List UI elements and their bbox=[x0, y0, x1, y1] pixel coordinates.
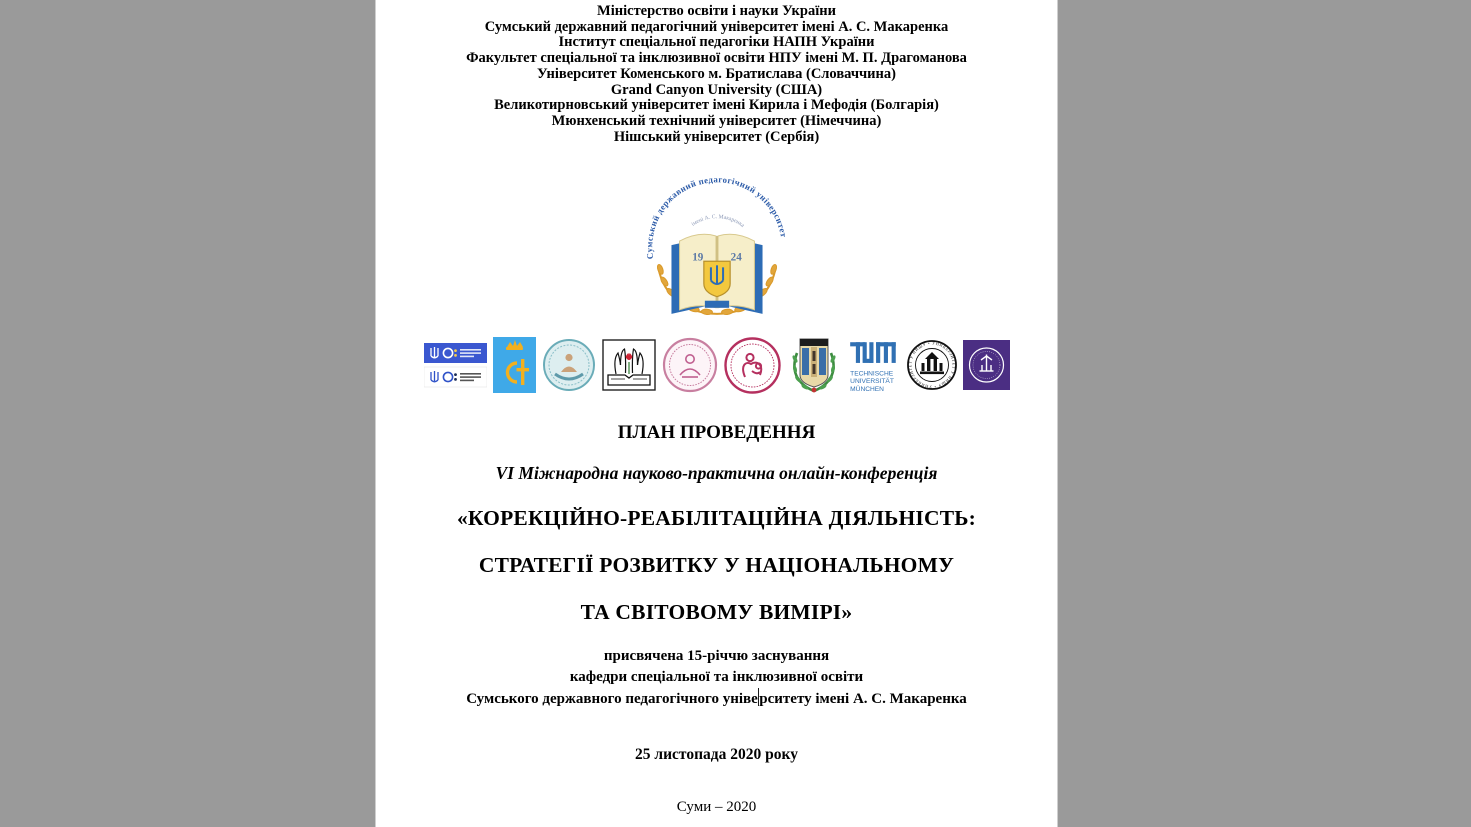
header-line-sumy-university: Сумський державний педагогічний університет імені А. С. Макаренка bbox=[484, 18, 949, 35]
svg-text:УНИВЕРЗИТЕТ У НИШУ • УНИВЕРЗИТ: УНИВЕРЗИТЕТ У НИШУ • УНИВЕРЗИТЕТ У НИШУ • bbox=[906, 340, 957, 390]
header-line-gcu: Grand Canyon University (США) bbox=[610, 81, 823, 98]
dedication-line-2: кафедри спеціальної та інклюзивної освіти bbox=[569, 669, 864, 686]
university-nis-seal-logo bbox=[907, 340, 957, 390]
nis-seal-icon bbox=[907, 340, 957, 390]
header-line-veliko-tarnovo: Великотирновський університет імені Кирила і Мефодія (Болгарія) bbox=[494, 97, 939, 114]
faculty-hands-book-logo bbox=[602, 339, 656, 391]
header-line-comenius: Університет Коменського м. Братислава (Словаччина) bbox=[537, 65, 896, 82]
partner-logos-row bbox=[376, 335, 1057, 395]
veliko-tarnovo-crest-logo bbox=[787, 335, 841, 395]
university-emblem-icon bbox=[631, 158, 803, 318]
sumy-coat-of-arms-icon bbox=[493, 337, 536, 393]
institute-seal-icon bbox=[542, 338, 596, 392]
svg-text:UNIVERSITÄT: UNIVERSITÄT bbox=[849, 378, 894, 386]
gcu-icon bbox=[963, 340, 1010, 390]
mon-ukraine-logo bbox=[424, 343, 487, 388]
header-line-tum: Мюнхенський технічний університет (Німеччина) bbox=[551, 112, 882, 129]
sumy-coat-of-arms-logo bbox=[493, 337, 536, 393]
header-line-institute: Інститут спеціальної педагогіки НАПН України bbox=[558, 34, 875, 51]
dedication-line-3-after: рситету імені А. С. Макаренка bbox=[759, 691, 967, 708]
svg-text:Сумський державний педагогічни: Сумський державний педагогічний університет bbox=[643, 174, 789, 261]
grand-canyon-university-logo bbox=[963, 340, 1010, 390]
institutions-header bbox=[376, 0, 1057, 145]
trident-shield bbox=[703, 262, 729, 297]
dedication-block bbox=[376, 646, 1057, 710]
conference-subtitle: VI Міжнародна науково-практична онлайн-конференція bbox=[495, 463, 938, 484]
svg-text:імені А. С. Макаренка: імені А. С. Макаренка bbox=[690, 214, 745, 230]
conference-title bbox=[376, 505, 1057, 625]
tum-icon bbox=[847, 336, 901, 394]
footer-city-year: Суми – 2020 bbox=[676, 799, 757, 815]
header-line-faculty: Факультет спеціальної та інклюзивної освіти НПУ імені М. П. Драгоманова bbox=[466, 50, 967, 67]
npu-drahomanova-seal-logo bbox=[662, 337, 718, 393]
header-line-nis: Нішський університет (Сербія) bbox=[613, 128, 820, 145]
conference-title-line-3: ТА СВІТОВОМУ ВИМІРІ» bbox=[580, 600, 853, 625]
tum-logo bbox=[847, 336, 901, 394]
svg-text:19: 19 bbox=[691, 251, 703, 264]
conference-title-line-2: СТРАТЕГІЇ РОЗВИТКУ У НАЦІОНАЛЬНОМУ bbox=[478, 553, 955, 578]
svg-text:TECHNISCHE: TECHNISCHE bbox=[849, 370, 893, 378]
mother-child-seal-logo bbox=[724, 337, 781, 394]
hands-book-icon bbox=[602, 339, 656, 391]
dedication-line-3-before: Сумського державного педагогічного уніве bbox=[466, 691, 758, 708]
institute-special-pedagogy-logo bbox=[542, 338, 596, 392]
header-line-ministry: Міністерство освіти і науки України bbox=[597, 3, 836, 19]
dedication-line-3 bbox=[376, 688, 1057, 710]
conference-date: 25 листопада 2020 року bbox=[635, 746, 798, 764]
svg-text:MÜNCHEN: MÜNCHEN bbox=[849, 386, 884, 394]
svg-text:24: 24 bbox=[730, 251, 742, 264]
pink-seal-icon bbox=[662, 337, 718, 393]
crest-icon bbox=[787, 335, 841, 395]
document-page[interactable] bbox=[375, 0, 1058, 827]
mon-ukraine-icon bbox=[424, 343, 487, 388]
mother-child-icon bbox=[724, 337, 781, 394]
university-emblem bbox=[376, 158, 1057, 323]
plan-title: ПЛАН ПРОВЕДЕННЯ bbox=[617, 422, 816, 444]
conference-title-line-1: «КОРЕКЦІЙНО-РЕАБІЛІТАЦІЙНА ДІЯЛЬНІСТЬ: bbox=[456, 506, 977, 531]
dedication-line-1: присвячена 15-річчю заснування bbox=[603, 648, 830, 665]
